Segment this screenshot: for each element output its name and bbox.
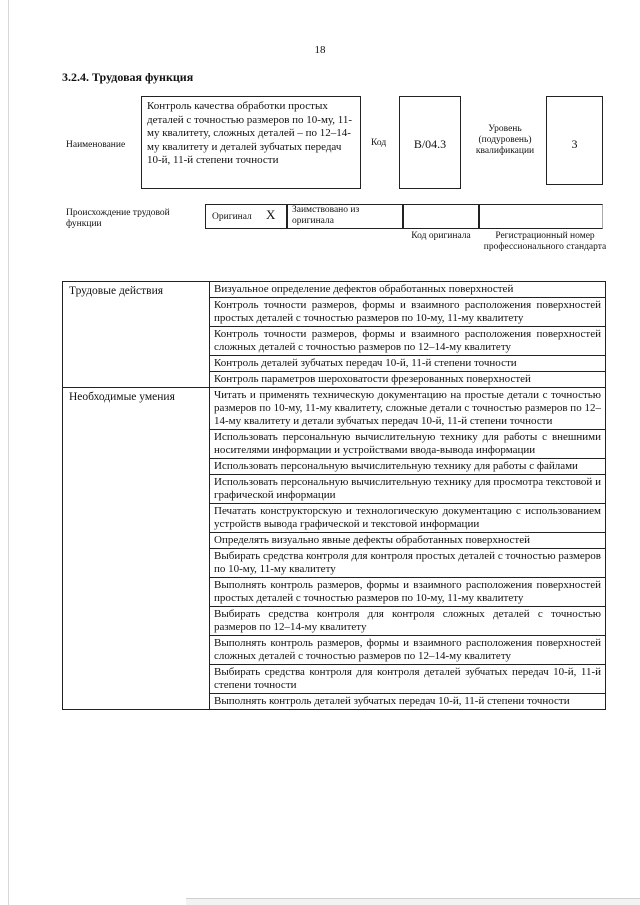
- page-bottom-edge: [186, 898, 640, 905]
- original-code-cell: [403, 204, 479, 229]
- qualification-level-label: Уровень (подуровень) квалификации: [475, 124, 535, 156]
- name-label: Наименование: [66, 140, 126, 150]
- required-skill-item: Выполнять контроль деталей зубчатых передач 10-й, 11-й степени точности: [210, 694, 606, 710]
- labor-action-row: [63, 282, 606, 298]
- required-skill-item: Выполнять контроль размеров, формы и взаимного расположения поверхностей простых деталей с точностью размеров по 10-му, 11-му квалитету: [210, 578, 606, 607]
- page-left-edge: [8, 0, 9, 905]
- origin-label: Происхождение трудовой функции: [66, 208, 170, 229]
- function-code-box: B/04.3: [399, 96, 461, 189]
- page-number: 18: [314, 44, 326, 56]
- function-details-table: [62, 281, 606, 710]
- required-skill-item: Выбирать средства контроля для контроля сложных деталей с точностью размеров по 12–14-му квалитету: [210, 607, 606, 636]
- original-mark: X: [266, 207, 276, 222]
- original-code-caption: Код оригинала: [411, 231, 471, 241]
- required-skill-item: Использовать персональную вычислительную технику для работы с внешними носителями информации и устройствами ввода-вывода информации: [210, 430, 606, 459]
- required-skill-item: Использовать персональную вычислительную технику для работы с файлами: [210, 459, 606, 475]
- registration-number-cell: [479, 204, 603, 229]
- labor-action-category: Трудовые действия: [63, 282, 210, 388]
- function-details-body: [63, 282, 606, 710]
- original-label: Оригинал: [212, 212, 252, 222]
- required-skill-item: Выполнять контроль размеров, формы и взаимного расположения поверхностей сложных деталей с точностью размеров по 12–14-му квалитету: [210, 636, 606, 665]
- required-skill-item: Печатать конструкторскую и технологическую документацию с использованием устройств вывода графической и текстовой информации: [210, 504, 606, 533]
- section-title: 3.2.4. Трудовая функция: [62, 70, 194, 84]
- labor-action-item: Контроль параметров шероховатости фрезерованных поверхностей: [210, 372, 606, 388]
- labor-action-item: Контроль точности размеров, формы и взаимного расположения поверхностей простых деталей с точностью размеров по 10-му, 11-му квалитету: [210, 298, 606, 327]
- labor-action-item: Контроль точности размеров, формы и взаимного расположения поверхностей сложных деталей с точностью размеров по 12–14-му квалитету: [210, 327, 606, 356]
- registration-number-caption: Регистрационный номер профессионального стандарта: [483, 231, 607, 252]
- required-skill-item: Читать и применять техническую документацию на простые детали с точностью размеров по 10-му, 11-му квалитету, сложные детали с точностью размеров по 12–14-му квалитету и детали зубчатых передач 10-й, 11-й степени точности: [210, 388, 606, 430]
- code-label: Код: [371, 138, 387, 148]
- function-name-box: Контроль качества обработки простых деталей с точностью размеров по 10-му, 11-му квалитету, сложных деталей – по 12–14-му квалитету и деталей зубчатых передач 10-й, 11-й степени точности: [141, 96, 361, 189]
- qualification-level-box: 3: [546, 96, 603, 185]
- borrowed-label: Заимствовано из оригинала: [292, 205, 360, 226]
- required-skill-item: Использовать персональную вычислительную технику для просмотра текстовой и графической информации: [210, 475, 606, 504]
- required-skill-item: Выбирать средства контроля для контроля деталей зубчатых передач 10-й, 11-й степени точности: [210, 665, 606, 694]
- labor-action-item: Контроль деталей зубчатых передач 10-й, 11-й степени точности: [210, 356, 606, 372]
- labor-action-item: Визуальное определение дефектов обработанных поверхностей: [210, 282, 606, 298]
- required-skill-item: Определять визуально явные дефекты обработанных поверхностей: [210, 533, 606, 549]
- required-skill-row: [63, 388, 606, 430]
- required-skill-item: Выбирать средства контроля для контроля простых деталей с точностью размеров по 10-му, 11-му квалитету: [210, 549, 606, 578]
- required-skill-category: Необходимые умения: [63, 388, 210, 710]
